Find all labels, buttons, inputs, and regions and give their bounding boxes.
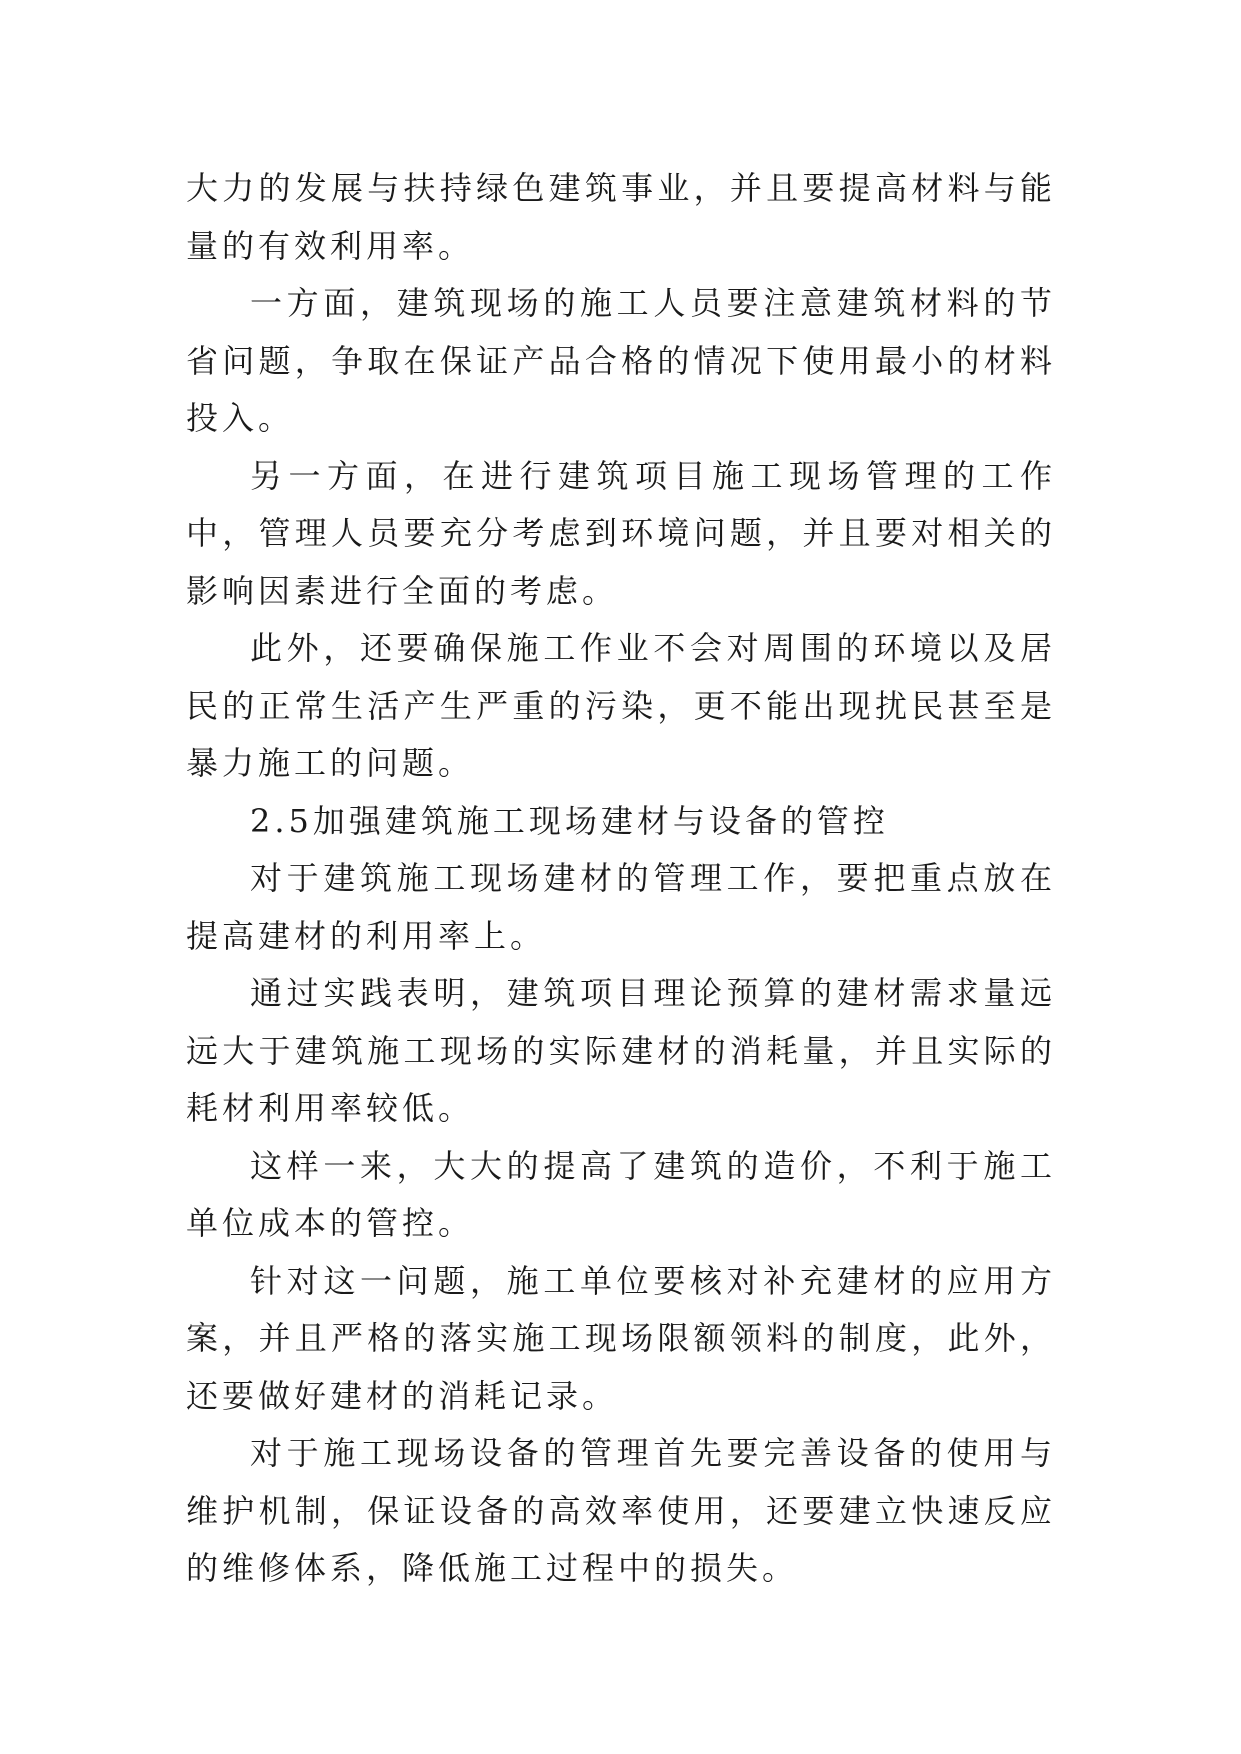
paragraph: 通过实践表明，建筑项目理论预算的建材需求量远远大于建筑施工现场的实际建材的消耗量，并且实际的耗材利用率较低。 (186, 974, 1056, 1127)
paragraph: 此外，还要确保施工作业不会对周围的环境以及居民的正常生活产生严重的污染，更不能出现扰民甚至是暴力施工的问题。 (186, 629, 1056, 782)
section-heading: 2.5加强建筑施工现场建材与设备的管控 (250, 801, 889, 840)
paragraph: 一方面，建筑现场的施工人员要注意建筑材料的节省问题，争取在保证产品合格的情况下使用最小的材料投入。 (186, 284, 1056, 437)
paragraph: 对于施工现场设备的管理首先要完善设备的使用与维护机制，保证设备的高效率使用，还要建立快速反应的维修体系，降低施工过程中的损失。 (186, 1434, 1056, 1587)
paragraph: 另一方面，在进行建筑项目施工现场管理的工作中，管理人员要充分考虑到环境问题，并且要对相关的影响因素进行全面的考虑。 (186, 456, 1056, 610)
paragraph-continued: 大力的发展与扶持绿色建筑事业，并且要提高材料与能量的有效利用率。 (186, 169, 1056, 265)
paragraph: 针对这一问题，施工单位要核对补充建材的应用方案，并且严格的落实施工现场限额领料的制度，此外，还要做好建材的消耗记录。 (186, 1261, 1056, 1415)
document-body (186, 160, 1056, 1598)
paragraph: 这样一来，大大的提高了建筑的造价，不利于施工单位成本的管控。 (186, 1146, 1056, 1242)
paragraph: 对于建筑施工现场建材的管理工作，要把重点放在提高建材的利用率上。 (186, 859, 1056, 955)
